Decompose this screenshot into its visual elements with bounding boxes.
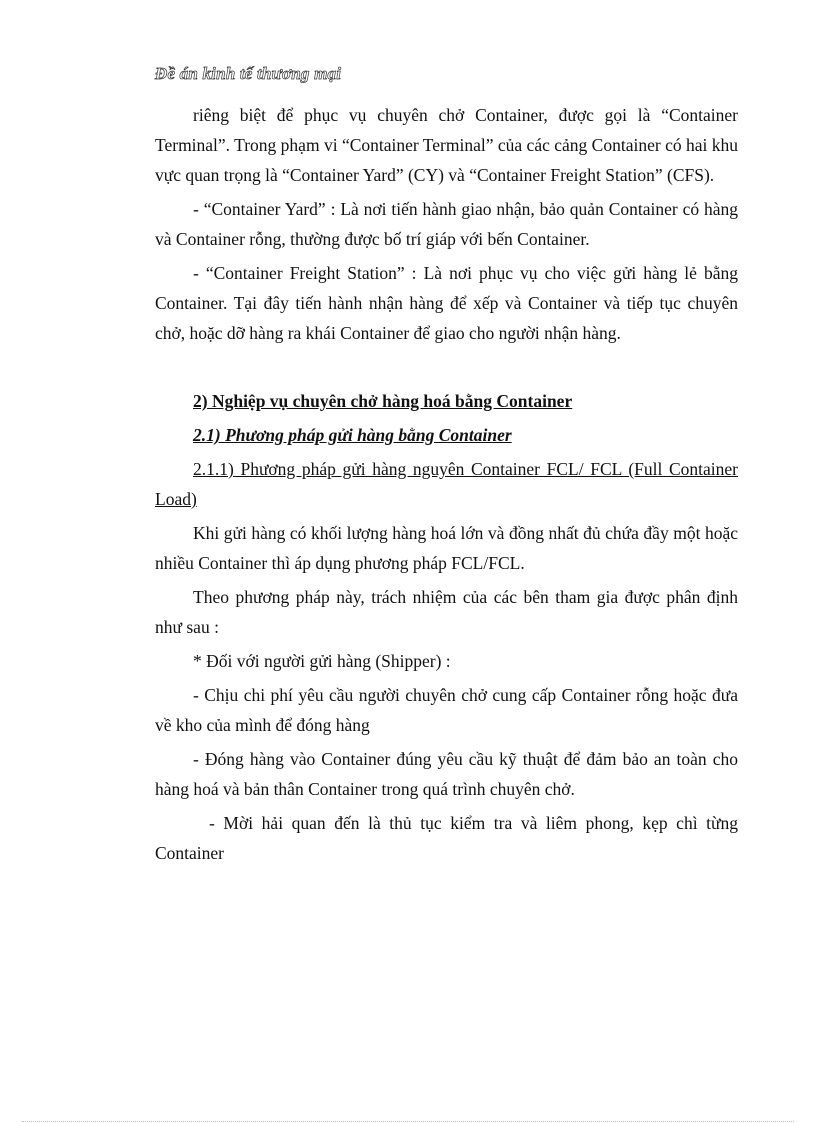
list-item: - Chịu chi phí yêu cầu người chuyên chở cung cấp Container rỗng hoặc đưa về kho của mình để đóng hàng xyxy=(155,685,738,735)
subsection-heading: 2.1) Phương pháp gửi hàng bằng Container xyxy=(193,425,512,445)
list-item: - Đóng hàng vào Container đúng yêu cầu kỹ thuật để đảm bảo an toàn cho hàng hoá và bản thân Container trong quá trình chuyên chở. xyxy=(155,749,738,799)
paragraph-container-freight-station: - “Container Freight Station” : Là nơi phục vụ cho việc gửi hàng lẻ bằng Container. Tại đây tiến hành nhận hàng để xếp và Container và tiếp tục chuyên chở, hoặc dỡ hàng ra khái Container để giao cho người nhận hàng. xyxy=(155,263,738,343)
document-body xyxy=(155,100,738,872)
paragraph-container-yard: - “Container Yard” : Là nơi tiến hành giao nhận, bảo quản Container có hàng và Container rỗng, thường được bố trí giáp với bến Container. xyxy=(155,199,738,249)
paragraph-shipper: * Đối với người gửi hàng (Shipper) : xyxy=(193,651,451,671)
list-item: - Mời hải quan đến là thủ tục kiểm tra và liêm phong, kẹp chì từng Container xyxy=(155,813,738,863)
spacer xyxy=(155,352,738,386)
document-header: Đề án kinh tế thương mại xyxy=(155,64,342,83)
page-bottom-divider xyxy=(22,1121,794,1122)
paragraph-responsibilities: Theo phương pháp này, trách nhiệm của các bên tham gia được phân định như sau : xyxy=(155,587,738,637)
paragraph-fcl-usage: Khi gửi hàng có khối lượng hàng hoá lớn và đồng nhất đủ chứa đầy một hoặc nhiều Container thì áp dụng phương pháp FCL/FCL. xyxy=(155,523,738,573)
paragraph-container-terminal: riêng biệt để phục vụ chuyên chở Container, được gọi là “Container Terminal”. Trong phạm vi “Container Terminal” của các cảng Container có hai khu vực quan trọng là “Container Yard” (CY) và “Container Freight Station” (CFS). xyxy=(155,105,738,185)
section-heading: 2) Nghiệp vụ chuyên chở hàng hoá bằng Container xyxy=(193,391,573,411)
subsubsection-heading: 2.1.1) Phương pháp gửi hàng nguyên Container FCL/ FCL (Full Container Load) xyxy=(155,459,738,509)
